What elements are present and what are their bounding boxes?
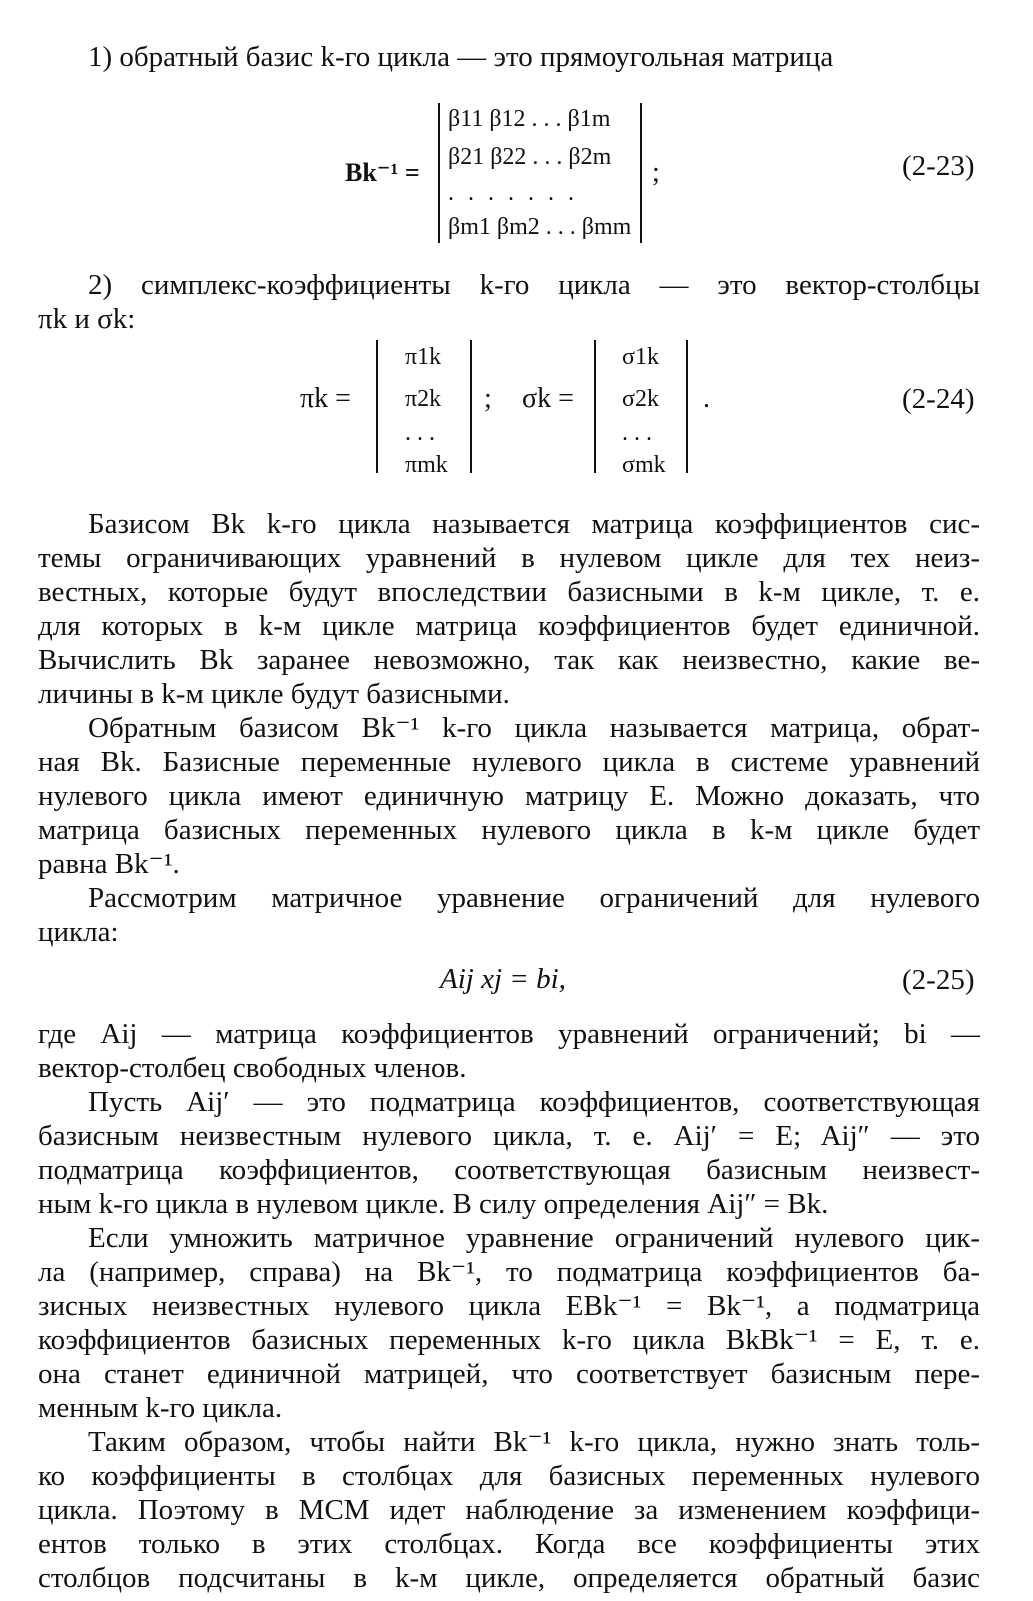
text-line: Пусть Aij′ — это подматрица коэффициентов, соответствующая — [88, 1086, 980, 1118]
vector-entry: σmk — [622, 452, 666, 478]
vector-bracket-right — [686, 340, 688, 473]
vector-entry: πmk — [405, 452, 448, 478]
text-line: коэффициентов базисных переменных k-го цикла BkBk⁻¹ = E, т. е. — [38, 1324, 980, 1356]
vector-entry: σ2k — [622, 386, 659, 412]
text-line: равна Bk⁻¹. — [38, 848, 180, 880]
text-line: Базисом Bk k-го цикла называется матрица коэффициентов сис- — [88, 508, 980, 540]
text-line: цикла. Поэтому в МСМ идет наблюдение за изменением коэффици- — [38, 1494, 980, 1526]
eq-2-24-pi-lhs: πk = — [300, 383, 351, 414]
equation-number: (2-23) — [902, 150, 975, 182]
vector-bracket-left — [594, 340, 596, 473]
matrix-row: . . . . . . . — [448, 180, 578, 206]
text-line: ко коэффициенты в столбцах для базисных переменных нулевого — [38, 1460, 980, 1492]
text-line: Таким образом, чтобы найти Bk⁻¹ k-го цикла, нужно знать толь- — [88, 1426, 980, 1458]
text-line: личины в k-м цикле будут базисными. — [38, 678, 510, 710]
text-line: Обратным базисом Bk⁻¹ k-го цикла называется матрица, обрат- — [88, 712, 980, 744]
equation-number: (2-24) — [902, 383, 975, 415]
text-line: ентов только в этих столбцах. Когда все коэффициенты этих — [38, 1528, 980, 1560]
eq-2-25-formula: Aij xj = bi, — [440, 963, 566, 995]
text-line: Вычислить Bk заранее невозможно, так как неизвестно, какие ве- — [38, 644, 980, 676]
text-line: зисных неизвестных нулевого цикла EBk⁻¹ = Bk⁻¹, а подматрица — [38, 1290, 980, 1322]
text-line: где Aij — матрица коэффициентов уравнений ограничений; bi — — [38, 1018, 980, 1050]
vector-bracket-left — [376, 340, 378, 473]
text-line: матрица базисных переменных нулевого цикла в k-м цикле будет — [38, 814, 980, 846]
vector-entry: σ1k — [622, 344, 659, 370]
eq-2-23-lhs: Bk⁻¹ = — [345, 158, 420, 187]
text-line: темы ограничивающих уравнений в нулевом цикле для тех неиз- — [38, 542, 980, 574]
text-line: подматрица коэффициентов, соответствующая базисным неизвест- — [38, 1154, 980, 1186]
text-line: 1) обратный базис k-го цикла — это прямоугольная матрица — [88, 41, 834, 73]
vector-entry: . . . — [405, 420, 435, 446]
eq-2-24-sigma-lhs: σk = — [522, 383, 574, 414]
text-line: вестных, которые будут впоследствии базисными в k-м цикле, т. е. — [38, 576, 980, 608]
text-line: ным k-го цикла в нулевом цикле. В силу определения Aij″ = Bk. — [38, 1188, 829, 1220]
text-line: вектор-столбец свободных членов. — [38, 1052, 467, 1084]
text-line: цикла: — [38, 916, 119, 948]
text-line: она станет единичной матрицей, что соответствует базисным пере- — [38, 1358, 980, 1390]
matrix-bracket-left — [438, 103, 440, 243]
text-line: столбцов подсчитаны в k-м цикле, определяется обратный базис — [38, 1562, 980, 1594]
eq-2-24-punct: . — [703, 383, 710, 414]
matrix-row: β21 β22 . . . β2m — [448, 144, 612, 170]
text-line: πk и σk: — [38, 303, 136, 335]
vector-entry: . . . — [622, 420, 652, 446]
vector-entry: π1k — [405, 344, 442, 370]
eq-2-23-punct: ; — [652, 157, 660, 188]
eq-2-24-sep: ; — [484, 383, 492, 414]
vector-bracket-right — [470, 340, 472, 473]
matrix-row: βm1 βm2 . . . βmm — [448, 214, 632, 240]
vector-entry: π2k — [405, 386, 442, 412]
text-line: Если умножить матричное уравнение ограничений нулевого цик- — [88, 1222, 980, 1254]
text-line: Рассмотрим матричное уравнение ограничений для нулевого — [88, 882, 980, 914]
text-line: ная Bk. Базисные переменные нулевого цикла в системе уравнений — [38, 746, 980, 778]
text-line: ла (например, справа) на Bk⁻¹, то подматрица коэффициентов ба- — [38, 1256, 980, 1288]
text-line: базисным неизвестным нулевого цикла, т. е. Aij′ = E; Aij″ — это — [38, 1120, 980, 1152]
text-line: менным k-го цикла. — [38, 1392, 283, 1424]
text-line: нулевого цикла имеют единичную матрицу E. Можно доказать, что — [38, 780, 980, 812]
matrix-row: β11 β12 . . . β1m — [448, 106, 611, 132]
matrix-bracket-right — [640, 103, 642, 243]
equation-number: (2-25) — [902, 964, 975, 996]
text-line: для которых в k-м цикле матрица коэффициентов будет единичной. — [38, 610, 980, 642]
text-line: 2) симплекс-коэффициенты k-го цикла — это вектор-столбцы — [88, 269, 980, 301]
